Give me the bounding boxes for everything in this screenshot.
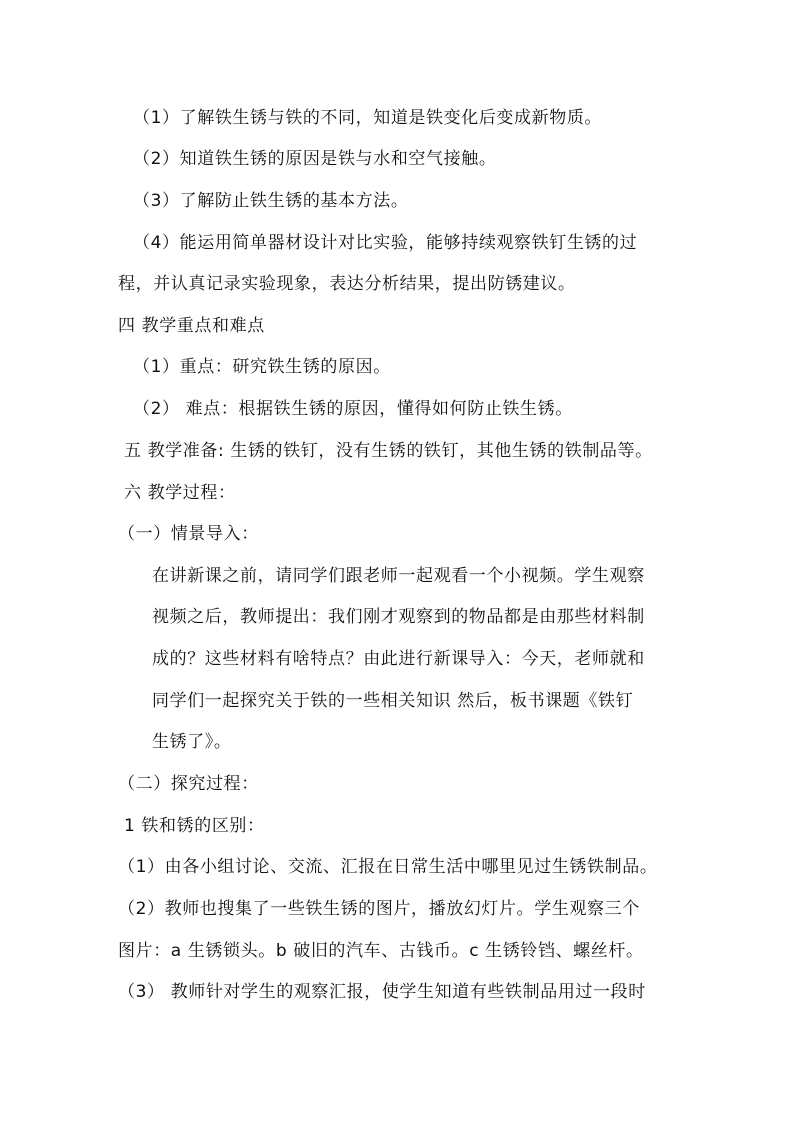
section-heading-process: 六 教学过程：	[124, 483, 236, 503]
objective-3: （3）了解防止铁生锈的基本方法。	[133, 191, 409, 211]
item-1-step-2-continued: 图片：a 生锈锁头。b 破旧的汽车、古钱币。c 生锈铃铛、螺丝杆。	[118, 941, 644, 961]
subsection-intro: （一）情景导入：	[118, 524, 259, 544]
intro-paragraph-line-5: 生锈了》。	[152, 732, 232, 752]
objective-4-continued: 程，并认真记录实验现象，表达分析结果，提出防锈建议。	[118, 274, 576, 294]
key-point: （1）重点：研究铁生锈的原因。	[133, 357, 391, 377]
subsection-exploration: （二）探究过程：	[118, 774, 259, 794]
section-heading-key-points: 四 教学重点和难点	[118, 316, 265, 336]
item-1-step-1: （1）由各小组讨论、交流、汇报在日常生活中哪里见过生锈铁制品。	[118, 857, 658, 877]
item-1-heading: 1 铁和锈的区别：	[124, 816, 265, 836]
objective-2: （2）知道铁生锈的原因是铁与水和空气接触。	[133, 149, 497, 169]
item-1-step-3: （3） 教师针对学生的观察汇报，使学生知道有些铁制品用过一段时	[118, 982, 646, 1002]
intro-paragraph-line-4: 同学们一起探究关于铁的一些相关知识 然后，板书课题《铁钉	[152, 691, 634, 711]
objective-1: （1）了解铁生锈与铁的不同，知道是铁变化后变成新物质。	[133, 108, 603, 128]
objective-4: （4）能运用简单器材设计对比实验，能够持续观察铁钉生锈的过	[133, 233, 638, 253]
intro-paragraph-line-1: 在讲新课之前，请同学们跟老师一起观看一个小视频。学生观察	[152, 566, 645, 586]
difficult-point: （2） 难点：根据铁生锈的原因，懂得如何防止铁生锈。	[133, 399, 573, 419]
item-1-step-2: （2）教师也搜集了一些铁生锈的图片，播放幻灯片。学生观察三个	[118, 899, 640, 919]
section-heading-preparation: 五 教学准备: 生锈的铁钉，没有生锈的铁钉，其他生锈的铁制品等。	[124, 441, 653, 461]
intro-paragraph-line-3: 成的？这些材料有啥特点？由此进行新课导入：今天，老师就和	[152, 649, 645, 669]
intro-paragraph-line-2: 视频之后，教师提出：我们刚才观察到的物品都是由那些材料制	[152, 607, 645, 627]
